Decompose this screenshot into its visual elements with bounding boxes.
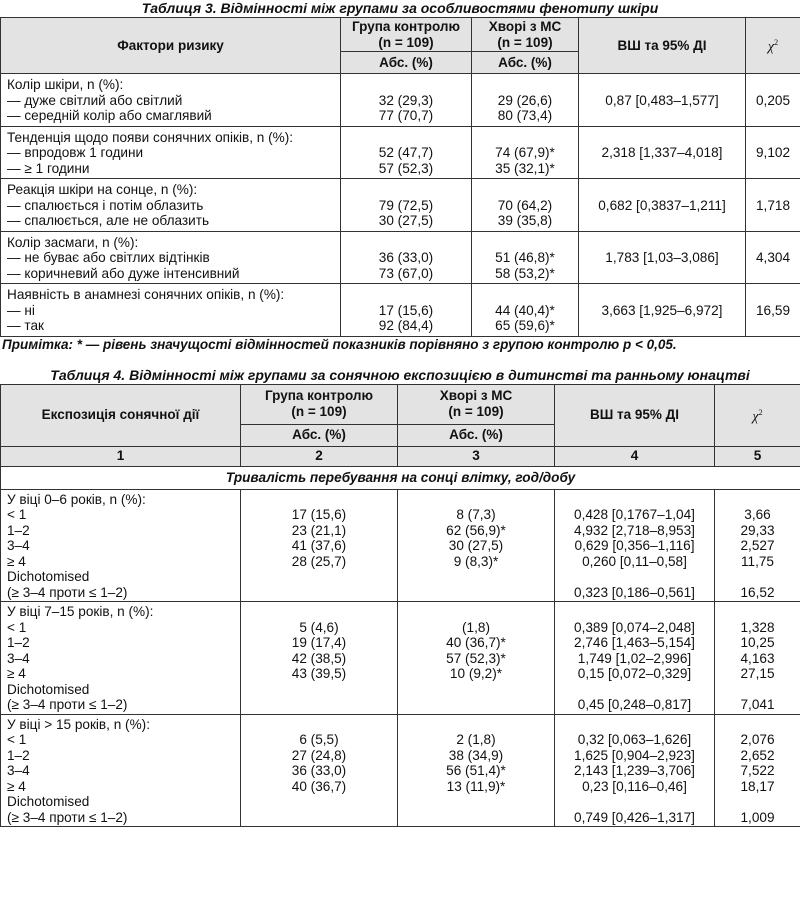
control-cell bbox=[241, 489, 398, 602]
control-value: 36 (33,0) bbox=[378, 250, 434, 265]
t3-header-control: Група контролю (n = 109) bbox=[341, 18, 472, 52]
patients-value: 62 (56,9)* bbox=[446, 522, 506, 538]
or-value: 2,746 [1,463–5,154] bbox=[574, 635, 695, 650]
control-cell bbox=[341, 74, 472, 127]
age-group bbox=[1, 602, 800, 715]
exposure-level: 3–4 bbox=[7, 763, 30, 778]
control-value: 17 (15,6) bbox=[378, 302, 434, 318]
table3-caption: Таблиця 3. Відмінності між групами за особливостями фенотипу шкіри bbox=[141, 0, 659, 16]
patients-value: 10 (9,2)* bbox=[449, 666, 503, 681]
control-value: 6 (5,5) bbox=[299, 732, 339, 747]
chi-cell bbox=[746, 74, 800, 127]
or-value: 2,143 [1,239–3,706] bbox=[574, 763, 695, 778]
factor-title: Реакція шкіри на сонце, n (%): bbox=[7, 182, 198, 197]
table-row bbox=[1, 284, 800, 337]
t3-header-chi: $\chi^2$ bbox=[746, 18, 800, 74]
or-cell bbox=[579, 126, 746, 179]
chi-value: 2,076 bbox=[740, 732, 775, 747]
dichotomised-subtitle: (≥ 3–4 проти ≤ 1–2) bbox=[7, 697, 128, 712]
patients-value: 30 (27,5) bbox=[448, 538, 504, 553]
chi-value: 2,527 bbox=[740, 538, 775, 553]
or-value: 0,32 [0,063–1,626] bbox=[577, 732, 692, 747]
control-value: 40 (36,7) bbox=[291, 778, 347, 794]
or-value: 0,428 [0,1767–1,04] bbox=[574, 507, 695, 522]
control-cell bbox=[341, 126, 472, 179]
control-cell bbox=[341, 179, 472, 232]
patients-value: 13 (11,9)* bbox=[446, 778, 506, 794]
factor-title: Наявність в анамнезі сонячних опіків, n (%): bbox=[7, 287, 285, 302]
table-row bbox=[1, 714, 800, 827]
t3-header-abs-control: Абс. (%) bbox=[341, 52, 472, 74]
factor-option: — не буває або світлих відтінків bbox=[7, 250, 210, 265]
table-row bbox=[1, 602, 800, 715]
age-group bbox=[1, 714, 800, 827]
patients-value: 9 (8,3)* bbox=[453, 553, 499, 569]
patients-cell bbox=[472, 284, 579, 337]
chi-cell bbox=[746, 284, 800, 337]
patients-value: 74 (67,9)* bbox=[495, 145, 555, 160]
control-value: 73 (67,0) bbox=[378, 265, 434, 281]
exposure-level: 1–2 bbox=[7, 522, 30, 538]
control-cell bbox=[241, 602, 398, 715]
chi-value: 9,102 bbox=[755, 145, 791, 160]
table3 bbox=[0, 17, 800, 337]
patients-value: (1,8) bbox=[462, 619, 490, 635]
exposure-level: < 1 bbox=[7, 619, 27, 635]
column-number: 5 bbox=[715, 446, 800, 466]
exposure-level: ≥ 4 bbox=[7, 778, 26, 794]
patients-cell bbox=[472, 74, 579, 127]
or-value: 1,749 [1,02–2,996] bbox=[577, 650, 692, 666]
patients-value: 35 (32,1)* bbox=[495, 160, 555, 176]
or-value: 0,87 [0,483–1,577] bbox=[605, 92, 719, 108]
patients-cell bbox=[472, 231, 579, 284]
dichotomised-or: 0,749 [0,426–1,317] bbox=[574, 809, 695, 825]
control-value: 77 (70,7) bbox=[378, 108, 434, 123]
patients-value: 44 (40,4)* bbox=[495, 302, 555, 318]
t4-header-abs-control: Абс. (%) bbox=[241, 424, 398, 446]
factor-option: — спалюється і потім облазить bbox=[7, 197, 204, 213]
chi-value: 27,15 bbox=[740, 666, 775, 681]
or-value: 0,260 [0,11–0,58] bbox=[582, 553, 687, 569]
factor-option: — так bbox=[7, 318, 44, 333]
t3-header-abs-patients: Абс. (%) bbox=[472, 52, 579, 74]
patients-cell bbox=[472, 126, 579, 179]
t4-header-abs-patients: Абс. (%) bbox=[398, 424, 555, 446]
table-row bbox=[1, 179, 800, 232]
factor-title: Колір засмаги, n (%): bbox=[7, 234, 139, 250]
control-value: 52 (47,7) bbox=[378, 145, 434, 160]
patients-value: 40 (36,7)* bbox=[446, 635, 506, 650]
chi-value: 7,522 bbox=[740, 763, 775, 778]
factor-cell bbox=[1, 74, 341, 127]
patients-value: 70 (64,2) bbox=[497, 197, 553, 213]
or-value: 0,15 [0,072–0,329] bbox=[577, 666, 692, 681]
column-number: 3 bbox=[398, 446, 555, 466]
control-value: 79 (72,5) bbox=[378, 197, 434, 213]
chi-value: 18,17 bbox=[740, 778, 775, 794]
chi-value: 4,163 bbox=[740, 650, 775, 666]
factor-title: Тенденція щодо появи сонячних опіків, n (%): bbox=[7, 129, 294, 145]
dichotomised-subtitle: (≥ 3–4 проти ≤ 1–2) bbox=[7, 584, 128, 600]
patients-value: 29 (26,6) bbox=[497, 92, 553, 108]
patients-value: 65 (59,6)* bbox=[495, 318, 555, 333]
dichotomised-or: 0,323 [0,186–0,561] bbox=[574, 584, 695, 600]
patients-cell bbox=[398, 714, 555, 827]
control-value: 19 (17,4) bbox=[291, 635, 347, 650]
factor-cell bbox=[1, 231, 341, 284]
t4-header-or: ВШ та 95% ДІ bbox=[555, 384, 715, 446]
control-value: 27 (24,8) bbox=[291, 747, 347, 763]
chi-value: 1,718 bbox=[755, 197, 791, 213]
control-cell bbox=[241, 714, 398, 827]
or-value: 1,783 [1,03–3,086] bbox=[605, 250, 719, 265]
chi-cell bbox=[746, 179, 800, 232]
patients-value: 2 (1,8) bbox=[456, 732, 496, 747]
factor-cell bbox=[1, 179, 341, 232]
chi-value: 0,205 bbox=[755, 92, 791, 108]
table4 bbox=[0, 384, 800, 828]
exposure-cell bbox=[1, 714, 241, 827]
chi-value: 1,328 bbox=[740, 619, 775, 635]
factor-cell bbox=[1, 284, 341, 337]
control-value: 36 (33,0) bbox=[291, 763, 347, 778]
patients-value: 58 (53,2)* bbox=[495, 265, 555, 281]
control-value: 32 (29,3) bbox=[378, 92, 434, 108]
section-row bbox=[1, 466, 800, 489]
or-cell bbox=[579, 74, 746, 127]
or-cell bbox=[579, 231, 746, 284]
factor-option: — впродовж 1 години bbox=[7, 145, 144, 160]
t3-header-or: ВШ та 95% ДІ bbox=[579, 18, 746, 74]
patients-value: 56 (51,4)* bbox=[446, 763, 506, 778]
dichotomised-label: Dichotomised bbox=[7, 681, 90, 697]
patients-value: 80 (73,4) bbox=[497, 108, 553, 123]
or-cell bbox=[555, 602, 715, 715]
age-group-title: У віці 7–15 років, n (%): bbox=[7, 604, 154, 619]
chi-value: 10,25 bbox=[740, 635, 775, 650]
or-value: 2,318 [1,337–4,018] bbox=[601, 145, 723, 160]
control-cell bbox=[341, 284, 472, 337]
chi-value: 3,66 bbox=[744, 507, 771, 522]
t4-header-factor: Експозиція сонячної дії bbox=[1, 384, 241, 446]
or-cell bbox=[555, 714, 715, 827]
column-number-row bbox=[1, 446, 800, 466]
dichotomised-label: Dichotomised bbox=[7, 569, 90, 584]
chi-value: 11,75 bbox=[740, 553, 774, 569]
patients-value: 51 (46,8)* bbox=[495, 250, 555, 265]
exposure-level: 1–2 bbox=[7, 635, 30, 650]
exposure-level: < 1 bbox=[7, 732, 27, 747]
patients-value: 38 (34,9) bbox=[448, 747, 504, 763]
column-number: 2 bbox=[241, 446, 398, 466]
patients-cell bbox=[472, 179, 579, 232]
or-value: 3,663 [1,925–6,972] bbox=[601, 302, 723, 318]
exposure-level: 3–4 bbox=[7, 538, 30, 553]
table-row bbox=[1, 489, 800, 602]
factor-option: — середній колір або смаглявий bbox=[7, 108, 212, 123]
section-title: Тривалість перебування на сонці влітку, год/добу bbox=[1, 466, 800, 489]
or-value: 0,682 [0,3837–1,211] bbox=[598, 197, 726, 213]
column-number: 4 bbox=[555, 446, 715, 466]
t3-header-patients: Хворі з МС (n = 109) bbox=[472, 18, 579, 52]
exposure-level: ≥ 4 bbox=[7, 666, 26, 681]
dichotomised-or: 0,45 [0,248–0,817] bbox=[577, 697, 692, 712]
or-cell bbox=[579, 179, 746, 232]
control-value: 57 (52,3) bbox=[378, 160, 434, 176]
chi-value: 16,59 bbox=[755, 302, 791, 318]
age-group-title: У віці > 15 років, n (%): bbox=[7, 716, 150, 732]
exposure-cell bbox=[1, 489, 241, 602]
chi-cell bbox=[746, 231, 800, 284]
exposure-level: 3–4 bbox=[7, 650, 30, 666]
dichotomised-chi: 7,041 bbox=[740, 697, 775, 712]
t3-header-factor: Фактори ризику bbox=[1, 18, 341, 74]
factor-option: — дуже світлий або світлий bbox=[7, 92, 183, 108]
age-group bbox=[1, 489, 800, 602]
dichotomised-chi: 16,52 bbox=[740, 584, 775, 600]
factor-title: Колір шкіри, n (%): bbox=[7, 77, 124, 92]
dichotomised-label: Dichotomised bbox=[7, 794, 90, 809]
patients-cell bbox=[398, 489, 555, 602]
control-value: 92 (84,4) bbox=[378, 318, 434, 333]
chi-cell bbox=[746, 126, 800, 179]
or-value: 0,629 [0,356–1,116] bbox=[574, 538, 695, 553]
table3-note: Примітка: * — рівень значущості відмінностей показників порівняно з групою контролю p < 0,05. bbox=[2, 336, 677, 352]
control-value: 30 (27,5) bbox=[378, 213, 434, 228]
patients-value: 39 (35,8) bbox=[497, 213, 553, 228]
or-value: 0,23 [0,116–0,46] bbox=[582, 778, 687, 794]
t4-header-control: Група контролю (n = 109) bbox=[241, 384, 398, 424]
chi-value: 4,304 bbox=[755, 250, 791, 265]
t4-header-chi: $\chi^2$ bbox=[715, 384, 800, 446]
factor-option: — ні bbox=[7, 302, 35, 318]
or-value: 0,389 [0,074–2,048] bbox=[574, 619, 695, 635]
chi-cell bbox=[715, 714, 800, 827]
chi-cell bbox=[715, 602, 800, 715]
patients-value: 57 (52,3)* bbox=[446, 650, 506, 666]
exposure-cell bbox=[1, 602, 241, 715]
chi-value: 2,652 bbox=[740, 747, 775, 763]
control-value: 43 (39,5) bbox=[291, 666, 347, 681]
exposure-level: ≥ 4 bbox=[7, 553, 26, 569]
table-row bbox=[1, 126, 800, 179]
control-cell bbox=[341, 231, 472, 284]
factor-option: — коричневий або дуже інтенсивний bbox=[7, 265, 240, 281]
control-value: 41 (37,6) bbox=[291, 538, 347, 553]
control-value: 5 (4,6) bbox=[299, 619, 339, 635]
table-row bbox=[1, 74, 800, 127]
or-cell bbox=[579, 284, 746, 337]
factor-option: — ≥ 1 години bbox=[7, 160, 90, 176]
chi-value: 29,33 bbox=[740, 522, 775, 538]
patients-value: 8 (7,3) bbox=[456, 507, 496, 522]
control-value: 23 (21,1) bbox=[291, 522, 347, 538]
dichotomised-chi: 1,009 bbox=[740, 809, 775, 825]
control-value: 28 (25,7) bbox=[291, 553, 347, 569]
or-value: 4,932 [2,718–8,953] bbox=[574, 522, 695, 538]
or-value: 1,625 [0,904–2,923] bbox=[574, 747, 695, 763]
column-number: 1 bbox=[1, 446, 241, 466]
control-value: 17 (15,6) bbox=[291, 507, 347, 522]
exposure-level: < 1 bbox=[7, 507, 27, 522]
factor-cell bbox=[1, 126, 341, 179]
table-row bbox=[1, 231, 800, 284]
factor-option: — спалюється, але не облазить bbox=[7, 213, 210, 228]
patients-cell bbox=[398, 602, 555, 715]
t4-header-patients: Хворі з МС (n = 109) bbox=[398, 384, 555, 424]
dichotomised-subtitle: (≥ 3–4 проти ≤ 1–2) bbox=[7, 809, 128, 825]
control-value: 42 (38,5) bbox=[291, 650, 347, 666]
age-group-title: У віці 0–6 років, n (%): bbox=[7, 491, 146, 507]
exposure-level: 1–2 bbox=[7, 747, 30, 763]
table4-caption: Таблиця 4. Відмінності між групами за сонячною експозицією в дитинстві та ранньому юнацтві bbox=[50, 366, 750, 383]
or-cell bbox=[555, 489, 715, 602]
chi-cell bbox=[715, 489, 800, 602]
